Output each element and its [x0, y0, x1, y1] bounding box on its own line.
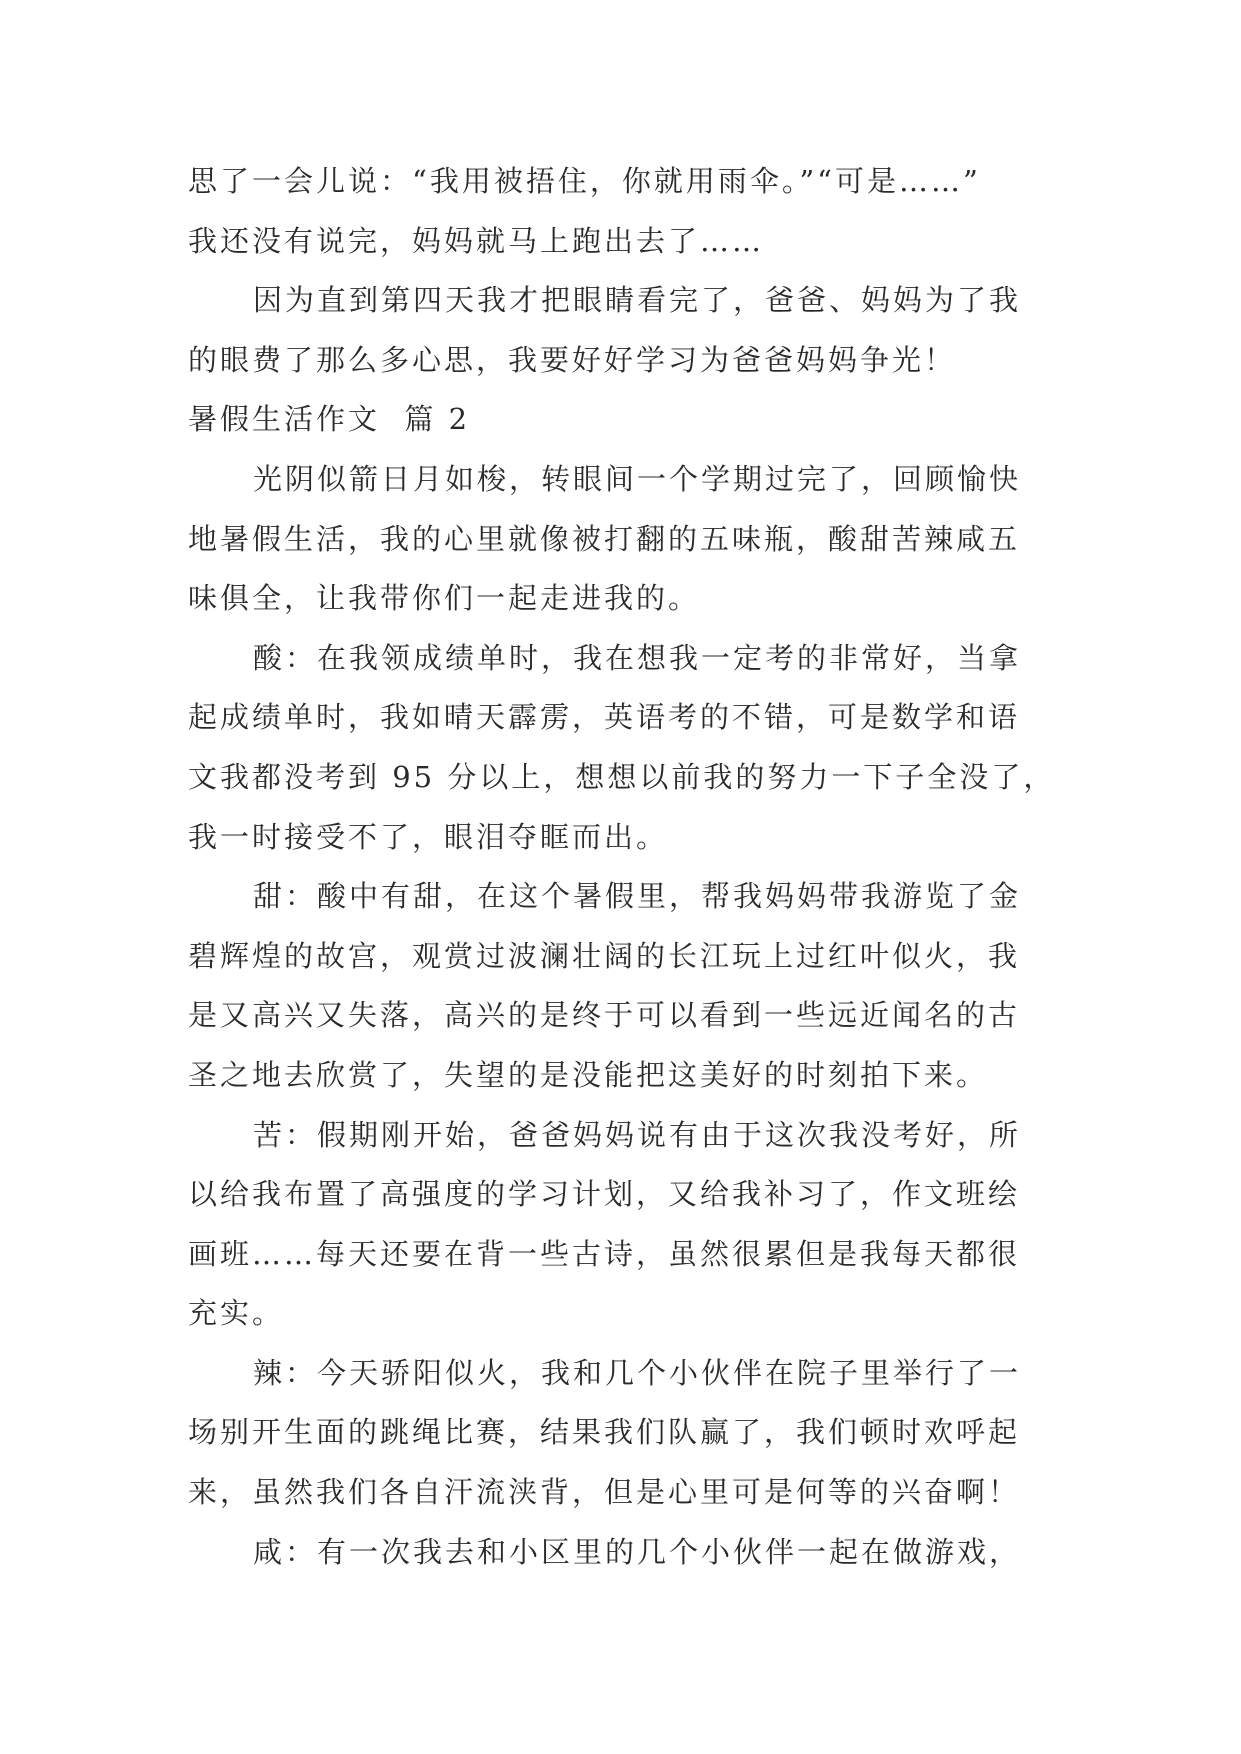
text-line: 画班……每天还要在背一些古诗，虽然很累但是我每天都很	[188, 1236, 1021, 1271]
section-heading: 暑假生活作文 篇 2	[188, 402, 471, 437]
text-line: 思了一会儿说：“我用被捂住，你就用雨伞。”“可是……”	[188, 164, 981, 198]
paragraph-start-line: 酸：在我领成绩单时，我在想我一定考的非常好，当拿	[253, 640, 1022, 675]
text-line: 味俱全，让我带你们一起走进我的。	[188, 581, 701, 616]
text-line: 我一时接受不了，眼泪夺眶而出。	[188, 819, 669, 854]
text-line: 以给我布置了高强度的学习计划，又给我补习了，作文班绘	[188, 1177, 1021, 1212]
paragraph-start-line: 因为直到第四天我才把眼睛看完了，爸爸、妈妈为了我	[253, 283, 1022, 318]
text-line: 的眼费了那么多心思，我要好好学习为爸爸妈妈争光！	[188, 342, 957, 377]
text-line: 场别开生面的跳绳比赛，结果我们队赢了，我们顿时欢呼起	[188, 1415, 1021, 1450]
text-line: 是又高兴又失落，高兴的是终于可以看到一些远近闻名的古	[188, 998, 1021, 1033]
paragraph-start-line: 光阴似箭日月如梭，转眼间一个学期过完了，回顾愉快	[253, 461, 1022, 496]
text-line: 起成绩单时，我如晴天霹雳，英语考的不错，可是数学和语	[188, 700, 1021, 735]
text-line: 碧辉煌的故宫，观赏过波澜壮阔的长江玩上过红叶似火，我	[188, 938, 1021, 973]
text-line: 充实。	[188, 1296, 285, 1331]
text-line: 地暑假生活，我的心里就像被打翻的五味瓶，酸甜苦辣咸五	[188, 521, 1021, 556]
paragraph-start-line: 辣：今天骄阳似火，我和几个小伙伴在院子里举行了一	[253, 1355, 1022, 1390]
essay-body	[188, 152, 1068, 1582]
text-line: 来，虽然我们各自汗流浃背，但是心里可是何等的兴奋啊！	[188, 1475, 1021, 1510]
paragraph-start-line: 甜：酸中有甜，在这个暑假里，帮我妈妈带我游览了金	[253, 879, 1022, 914]
text-line: 圣之地去欣赏了，失望的是没能把这美好的时刻拍下来。	[188, 1057, 989, 1092]
paragraph-start-line: 苦：假期刚开始，爸爸妈妈说有由于这次我没考好，所	[253, 1117, 1022, 1152]
paragraph-start-line: 咸：有一次我去和小区里的几个小伙伴一起在做游戏，	[253, 1534, 1022, 1569]
text-line: 我还没有说完，妈妈就马上跑出去了……	[188, 223, 765, 258]
text-line: 文我都没考到 95 分以上，想想以前我的努力一下子全没了，	[188, 759, 1056, 794]
